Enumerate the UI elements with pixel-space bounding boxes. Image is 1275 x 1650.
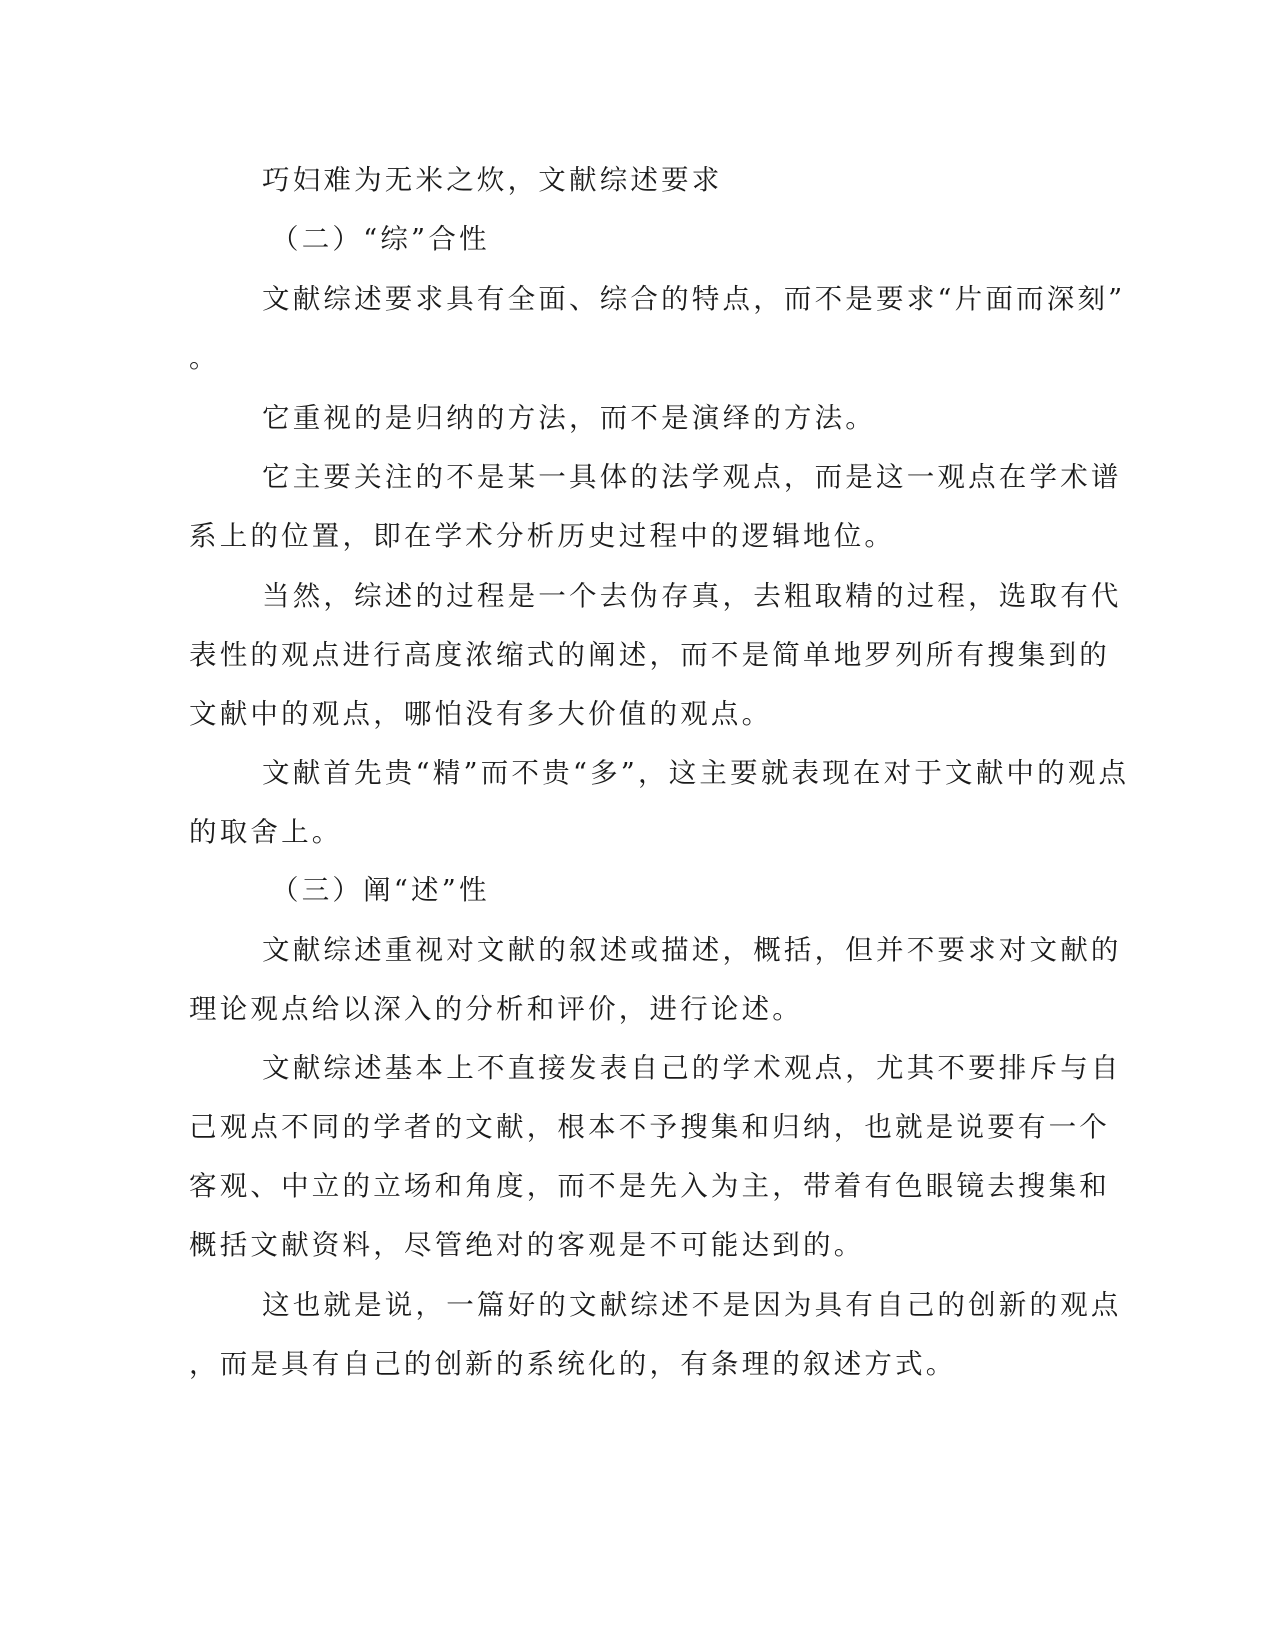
text-line: 它主要关注的不是某一具体的法学观点，而是这一观点在学术谱 (262, 461, 1122, 493)
section-heading: （二）“综”合性 (271, 223, 490, 255)
text-line: 文献综述重视对文献的叙述或描述，概括，但并不要求对文献的 (262, 934, 1122, 966)
text-line: 系上的位置，即在学术分析历史过程中的逻辑地位。 (189, 520, 896, 552)
text-line: 巧妇难为无米之炊，文献综述要求 (262, 164, 723, 196)
text-line: 当然，综述的过程是一个去伪存真，去粗取精的过程，选取有代 (262, 580, 1122, 612)
text-line: 表性的观点进行高度浓缩式的阐述，而不是简单地罗列所有搜集到的 (189, 639, 1110, 671)
text-line: 文献首先贵“精”而不贵“多”，这主要就表现在对于文献中的观点 (262, 757, 1130, 789)
text-line: 的取舍上。 (189, 816, 343, 848)
text-line: ，而是具有自己的创新的系统化的，有条理的叙述方式。 (189, 1348, 957, 1380)
section-heading: （三）阐“述”性 (271, 874, 490, 906)
text-line: 理论观点给以深入的分析和评价，进行论述。 (189, 993, 803, 1025)
text-line: 文献综述要求具有全面、综合的特点，而不是要求“片面而深刻” (262, 283, 1126, 315)
text-line: 文献综述基本上不直接发表自己的学术观点，尤其不要排斥与自 (262, 1052, 1122, 1084)
text-line: 己观点不同的学者的文献，根本不予搜集和归纳，也就是说要有一个 (189, 1111, 1110, 1143)
text-line: 文献中的观点，哪怕没有多大价值的观点。 (189, 698, 773, 730)
text-line: 这也就是说，一篇好的文献综述不是因为具有自己的创新的观点 (262, 1289, 1122, 1321)
text-line: 概括文献资料，尽管绝对的客观是不可能达到的。 (189, 1229, 865, 1261)
text-line: 。 (189, 342, 220, 374)
text-line: 它重视的是归纳的方法，而不是演绎的方法。 (262, 402, 876, 434)
text-line: 客观、中立的立场和角度，而不是先入为主，带着有色眼镜去搜集和 (189, 1170, 1110, 1202)
